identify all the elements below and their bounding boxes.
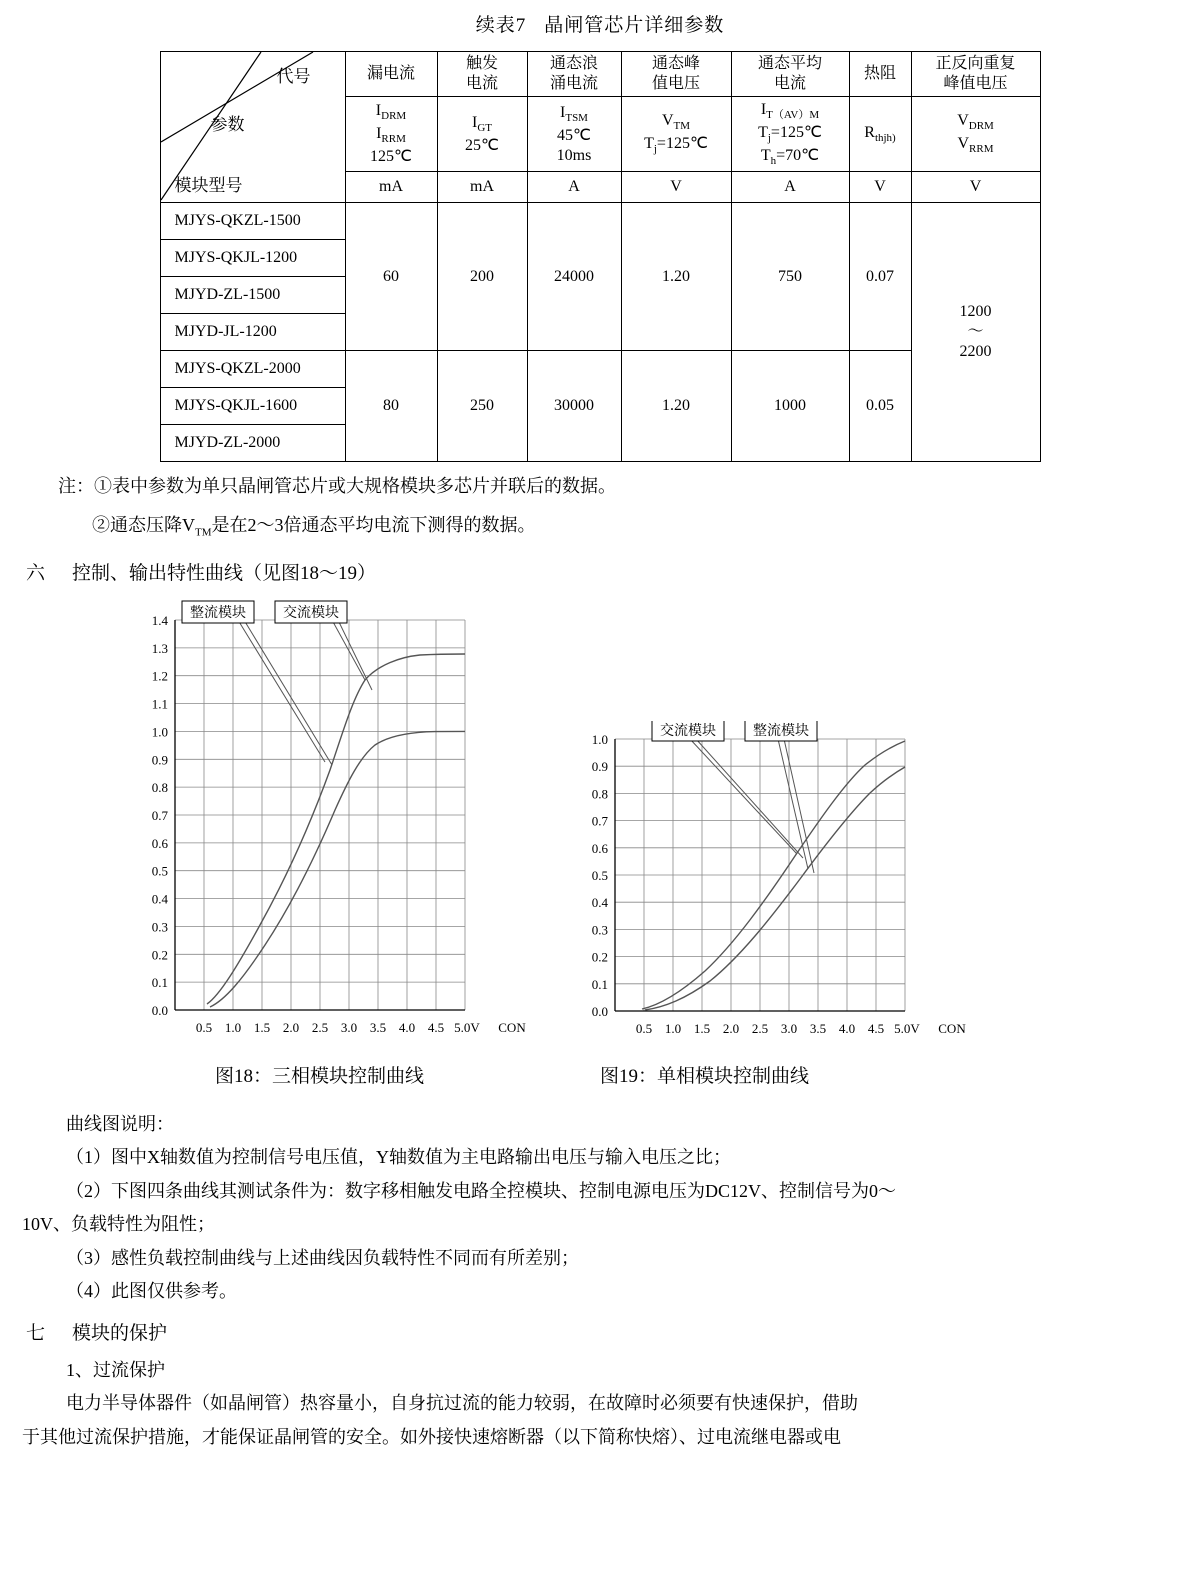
section-7-body-line-2: 于其他过流保护措施，才能保证晶闸管的安全。如外接快速熔断器（以下简称快熔）、过电流继电器或电 [22,1426,841,1447]
svg-text:2.0: 2.0 [282,1019,300,1035]
svg-text:0.3: 0.3 [151,919,168,935]
svg-text:4.5: 4.5 [427,1019,445,1035]
corner-label-code: 代号 [276,67,311,86]
explanation-heading: 曲线图说明： [66,1113,174,1134]
col-header-trigger: 触发 电流 [437,52,527,97]
unit-itsm: A [527,172,621,203]
svg-text:0.0: 0.0 [591,1003,608,1019]
svg-text:2.5: 2.5 [311,1019,329,1035]
section-6-text: 控制、输出特性曲线（见图18～19） [72,562,377,584]
svg-text:0.6: 0.6 [591,840,608,856]
svg-text:0.7: 0.7 [591,813,608,829]
svg-text:0.1: 0.1 [151,975,168,991]
value-vtm-g2: 1.20 [621,351,731,462]
col-header-peak-voltage: 通态峰 值电压 [621,52,731,97]
svg-text:5.0V: 5.0V [454,1019,480,1035]
col-header-repetitive-voltage: 正反向重复 峰值电压 [911,52,1040,97]
table-note-1: 注：①表中参数为单只晶闸管芯片或大规格模块多芯片并联后的数据。 [58,476,616,496]
thyristor-parameter-table [160,51,1041,462]
figure-19-caption: 图19：单相模块控制曲线 [600,1065,810,1087]
svg-text:交流模块: 交流模块 [660,721,716,738]
corner-label-model: 模块型号 [174,175,243,195]
svg-text:1.1: 1.1 [151,696,168,712]
svg-text:2.5: 2.5 [751,1020,769,1036]
value-rthjh-g2: 0.05 [849,351,911,462]
vdrm-tilde: ～ [967,323,984,340]
value-itsm-g1: 24000 [527,203,621,351]
svg-text:1.0: 1.0 [151,724,168,740]
svg-text:0.7: 0.7 [151,807,168,823]
col-header-thermal: 热阻 [849,52,911,97]
explanation-item-1: （1）图中X轴数值为控制信号电压值，Y轴数值为主电路输出电压与输入电压之比； [66,1147,731,1168]
symbol-idrm: $I_{DRM}$ $I_{RRM}$ 125℃ [345,97,437,172]
symbol-rthjh: $R_{thjh)}$ [849,97,911,172]
note2-subscript: TM [195,526,212,539]
table-row [160,203,1040,240]
svg-text:0.3: 0.3 [591,922,608,938]
svg-text:3.5: 3.5 [809,1020,827,1036]
unit-vdrm: V [911,172,1040,203]
unit-rthjh: V [849,172,911,203]
svg-text:0.9: 0.9 [591,759,608,775]
svg-text:0.5: 0.5 [635,1020,653,1036]
value-idrm-g1: 60 [345,203,437,351]
svg-text:0.1: 0.1 [591,976,608,992]
svg-text:交流模块: 交流模块 [283,603,339,620]
model-name: MJYS-QKJL-1200 [160,240,345,277]
unit-vtm: V [621,172,731,203]
table-title [0,0,1200,37]
svg-text:3.5: 3.5 [369,1019,387,1035]
svg-text:1.2: 1.2 [151,668,168,684]
model-name: MJYS-QKJL-1600 [160,388,345,425]
unit-igt: mA [437,172,527,203]
svg-text:1.0: 1.0 [664,1020,682,1036]
section-7-number: 七 [26,1322,46,1344]
svg-text:1.4: 1.4 [151,612,168,628]
value-rthjh-g1: 0.07 [849,203,911,351]
svg-text:0.5: 0.5 [195,1019,213,1035]
symbol-itavm: $I_{T(AV)M}$ $T_j=125℃$ $T_h=70℃$ [731,97,849,172]
chart-figure-19 [560,721,980,1066]
svg-text:0.6: 0.6 [151,835,168,851]
svg-text:CON: CON [498,1019,526,1035]
svg-text:0.2: 0.2 [151,947,168,963]
symbol-vtm: $V_{TM}$ $T_j=125℃$ [621,97,731,172]
section-7-text: 模块的保护 [72,1322,168,1344]
svg-text:3.0: 3.0 [340,1019,358,1035]
section-7-body-line-1: 电力半导体器件（如晶闸管）热容量小，自身抗过流的能力较弱，在故障时必须要有快速保护，借助 [66,1393,858,1414]
table-title-name: 晶闸管芯片详细参数 [544,15,725,36]
symbol-itsm: $I_{TSM}$ 45℃ 10ms [527,97,621,172]
svg-text:0.2: 0.2 [591,949,608,965]
col-header-surge: 通态浪 涌电流 [527,52,621,97]
col-header-leakage: 漏电流 [345,52,437,97]
col-header-avg-current: 通态平均 电流 [731,52,849,97]
value-itavm-g2: 1000 [731,351,849,462]
svg-text:4.5: 4.5 [867,1020,885,1036]
model-name: MJYD-JL-1200 [160,314,345,351]
svg-text:0.0: 0.0 [151,1002,168,1018]
note2-part-b: 是在2～3倍通态平均电流下测得的数据。 [211,514,536,535]
charts-container [0,591,1200,1091]
svg-text:0.8: 0.8 [151,780,168,796]
svg-text:0.5: 0.5 [151,863,168,879]
figure-18-caption: 图18：三相模块控制曲线 [215,1065,425,1087]
explanation-item-4: （4）此图仅供参考。 [66,1281,237,1302]
model-name: MJYS-QKZL-2000 [160,351,345,388]
table-header-row-1 [160,52,1040,97]
svg-text:2.0: 2.0 [722,1020,740,1036]
section-7-sub-1: 1、过流保护 [66,1359,165,1380]
svg-text:1.5: 1.5 [693,1020,711,1036]
svg-text:0.9: 0.9 [151,752,168,768]
svg-text:4.0: 4.0 [838,1020,856,1036]
explanation-item-2-line-1: （2）下图四条曲线其测试条件为：数字移相触发电路全控模块、控制电源电压为DC12V、控制信号为0～ [66,1180,896,1201]
explanation-item-2-line-2: 10V、负载特性为阻性； [22,1214,215,1235]
corner-label-param: 参数 [210,115,245,134]
svg-text:整流模块: 整流模块 [190,603,246,620]
model-name: MJYD-ZL-2000 [160,425,345,462]
model-name: MJYD-ZL-1500 [160,277,345,314]
section-heading-7 [26,1318,1200,1345]
vdrm-max: 2200 [959,343,992,360]
svg-text:0.8: 0.8 [591,786,608,802]
chart-figure-18 [120,595,540,1065]
svg-text:CON: CON [938,1020,966,1036]
symbol-vdrm: $V_{DRM}$ $V_{RRM}$ [911,97,1040,172]
svg-text:0.5: 0.5 [591,867,608,883]
svg-text:3.0: 3.0 [780,1020,798,1036]
vdrm-min: 1200 [959,303,992,320]
svg-text:0.4: 0.4 [151,891,168,907]
table-note-2 [0,511,1200,542]
note2-part-a: ②通态压降V [92,514,195,535]
value-idrm-g2: 80 [345,351,437,462]
svg-text:4.0: 4.0 [398,1019,416,1035]
value-vdrm-range [911,203,1040,462]
svg-text:5.0V: 5.0V [894,1020,920,1036]
symbol-igt: $I_{GT}$ 25℃ [437,97,527,172]
svg-text:整流模块: 整流模块 [753,721,809,738]
svg-text:1.3: 1.3 [151,640,168,656]
value-igt-g1: 200 [437,203,527,351]
value-vtm-g1: 1.20 [621,203,731,351]
value-itsm-g2: 30000 [527,351,621,462]
value-itavm-g1: 750 [731,203,849,351]
svg-text:1.0: 1.0 [591,731,608,747]
table-corner-cell [160,52,345,203]
section-6-number: 六 [26,562,46,584]
table-title-prefix: 续表7 [475,15,527,36]
svg-text:0.4: 0.4 [591,895,608,911]
svg-text:1.0: 1.0 [224,1019,242,1035]
unit-itavm: A [731,172,849,203]
svg-text:1.5: 1.5 [253,1019,271,1035]
section-heading-6 [26,558,1200,585]
unit-idrm: mA [345,172,437,203]
model-name: MJYS-QKZL-1500 [160,203,345,240]
explanation-item-3: （3）感性负载控制曲线与上述曲线因负载特性不同而有所差别； [66,1247,579,1268]
table-row [160,351,1040,388]
value-igt-g2: 250 [437,351,527,462]
